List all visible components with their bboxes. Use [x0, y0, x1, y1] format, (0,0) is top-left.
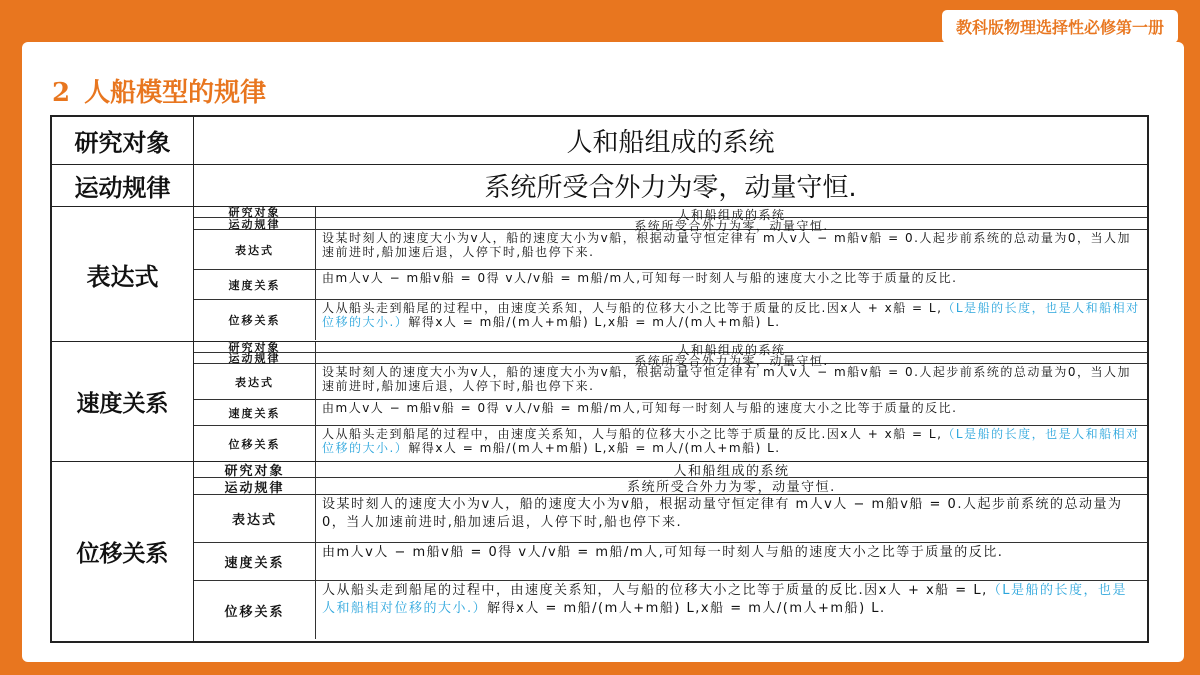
- row-value: 人和船组成的系统: [566, 128, 775, 158]
- nested-row: [194, 426, 1147, 461]
- summary-table: [50, 115, 1149, 643]
- nested-row: [194, 217, 1147, 233]
- nested-value: 人从船头走到船尾的过程中，由速度关系知，人与船的位移大小之比等于质量的反比.因x人 + x船 = L,（L是船的长度，也是人和船相对位移的大小.）解得x人 = m船/(m人+m船) L,x船 = m人/(m人+m船) L.: [322, 583, 1127, 616]
- nested-row: [194, 462, 1147, 478]
- nested-label: 运动规律: [194, 478, 316, 494]
- nested-label: 研究对象: [194, 207, 316, 217]
- nested-value: 人从船头走到船尾的过程中，由速度关系知，人与船的位移大小之比等于质量的反比.因x人 + x船 = L,（L是船的长度，也是人和船相对位移的大小.）解得x人 = m船/(m人+m船) L,x船 = m人/(m人+m船) L.: [322, 301, 1140, 330]
- row-label: 表达式: [52, 207, 194, 341]
- nested-value: 系统所受合外力为零，动量守恒.: [627, 480, 836, 495]
- section-number: 2: [52, 78, 71, 108]
- nested-row: [194, 495, 1147, 543]
- row-value: 系统所受合外力为零，动量守恒.: [484, 173, 857, 203]
- nested-value: 由m人v人 − m船v船 = 0得 v人/v船 = m船/m人,可知每一时刻人与船的速度大小之比等于质量的反比.: [322, 271, 958, 285]
- nested-value: 设某时刻人的速度大小为v人，船的速度大小为v船，根据动量守恒定律有 m人v人 − m船v船 = 0.人起步前系统的总动量为0，当人加速前进时,船加速后退，人停下时,船也停下来.: [322, 231, 1132, 260]
- nested-value: 系统所受合外力为零，动量守恒.: [634, 219, 829, 233]
- nested-row: [194, 230, 1147, 270]
- nested-value: 由m人v人 − m船v船 = 0得 v人/v船 = m船/m人,可知每一时刻人与船的速度大小之比等于质量的反比.: [322, 401, 958, 415]
- nested-value: 系统所受合外力为零，动量守恒.: [634, 354, 829, 368]
- section-title-text: 人船模型的规律: [84, 78, 267, 108]
- nested-label: 位移关系: [194, 426, 316, 461]
- nested-label: 位移关系: [194, 300, 316, 340]
- table-row: [52, 117, 1147, 165]
- nested-label: 速度关系: [194, 270, 316, 299]
- nested-row: [194, 478, 1147, 495]
- nested-row: [194, 300, 1147, 340]
- nested-value: 人和船组成的系统: [677, 208, 786, 222]
- nested-label: 运动规律: [194, 218, 316, 229]
- nested-row: [194, 352, 1147, 368]
- nested-label: 表达式: [194, 230, 316, 269]
- nested-table: [194, 462, 1147, 641]
- nested-row: [194, 543, 1147, 581]
- nested-value: 设某时刻人的速度大小为v人，船的速度大小为v船，根据动量守恒定律有 m人v人 − m船v船 = 0.人起步前系统的总动量为0，当人加速前进时,船加速后退，人停下时,船也停下来.: [322, 497, 1123, 530]
- nested-label: 速度关系: [194, 400, 316, 425]
- table-row: [52, 342, 1147, 462]
- nested-row: [194, 364, 1147, 400]
- nested-row: [194, 581, 1147, 639]
- row-label: 速度关系: [52, 342, 194, 461]
- section-title: [52, 72, 266, 109]
- nested-label: 表达式: [194, 495, 316, 542]
- nested-value: 人和船组成的系统: [677, 343, 786, 357]
- nested-label: 研究对象: [194, 462, 316, 477]
- nested-label: 研究对象: [194, 342, 316, 352]
- nested-row: [194, 400, 1147, 426]
- nested-label: 位移关系: [194, 581, 316, 639]
- nested-row: [194, 270, 1147, 300]
- nested-table: [194, 207, 1147, 341]
- nested-row: [194, 341, 1147, 357]
- nested-value: 人从船头走到船尾的过程中，由速度关系知，人与船的位移大小之比等于质量的反比.因x人 + x船 = L,（L是船的长度，也是人和船相对位移的大小.）解得x人 = m船/(m人+m船) L,x船 = m人/(m人+m船) L.: [322, 427, 1140, 456]
- nested-label: 运动规律: [194, 353, 316, 363]
- row-label: 运动规律: [52, 165, 194, 206]
- table-row: [52, 207, 1147, 342]
- nested-row: [194, 206, 1147, 222]
- row-label: 研究对象: [52, 117, 194, 164]
- row-label: 位移关系: [52, 462, 194, 641]
- table-row: [52, 462, 1147, 641]
- nested-value: 由m人v人 − m船v船 = 0得 v人/v船 = m船/m人,可知每一时刻人与船的速度大小之比等于质量的反比.: [322, 545, 1004, 560]
- nested-label: 速度关系: [194, 543, 316, 580]
- nested-label: 表达式: [194, 364, 316, 399]
- book-title-badge: 教科版物理选择性必修第一册: [942, 10, 1178, 43]
- nested-table: [194, 342, 1147, 461]
- table-row: [52, 165, 1147, 207]
- nested-value: 设某时刻人的速度大小为v人，船的速度大小为v船，根据动量守恒定律有 m人v人 − m船v船 = 0.人起步前系统的总动量为0，当人加速前进时,船加速后退，人停下时,船也停下来.: [322, 365, 1132, 394]
- nested-value: 人和船组成的系统: [673, 464, 790, 479]
